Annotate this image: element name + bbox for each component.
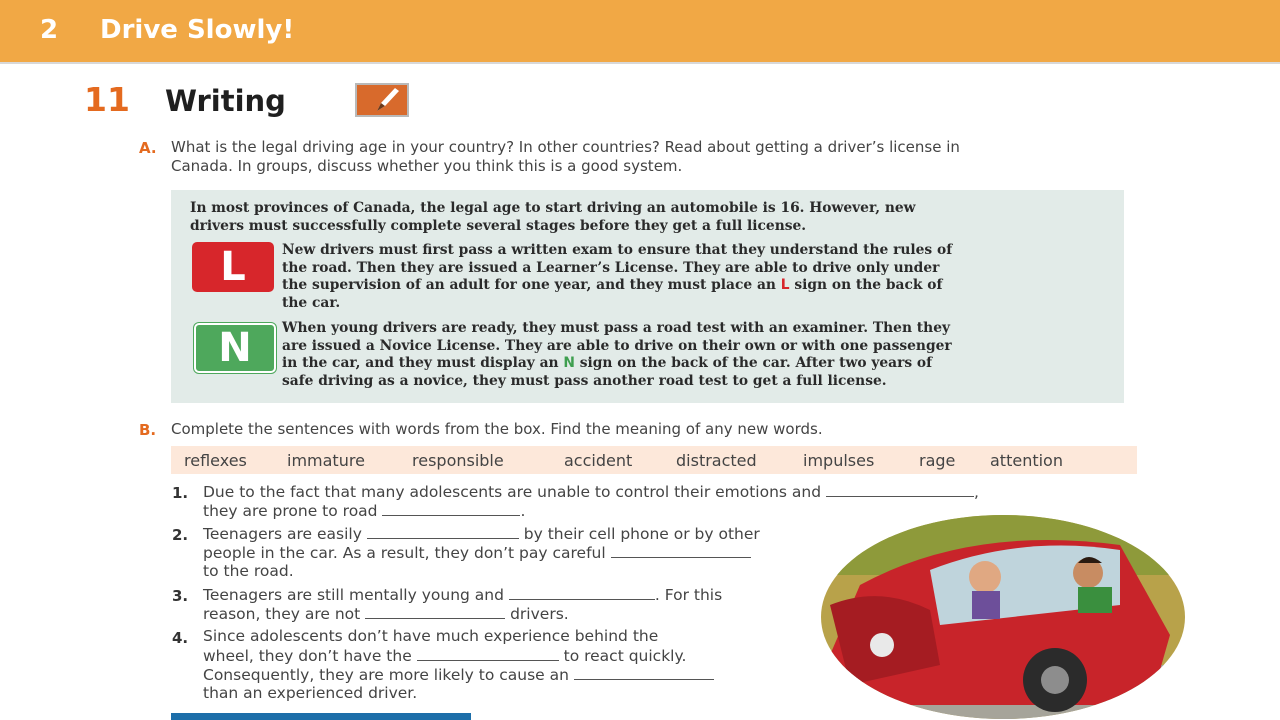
word-item: reflexes <box>184 451 247 470</box>
word-item: rage <box>919 451 956 470</box>
learner-sign-badge: L <box>192 242 274 292</box>
inline-l-letter: L <box>780 277 790 293</box>
novice-line-4: safe driving as a novice, they must pass another road test to get a full license. <box>282 372 887 389</box>
answer-blank[interactable] <box>574 665 714 680</box>
part-a-instruction-line-1: What is the legal driving age in your country? In other countries? Read about getting a driver’s license in <box>171 138 960 156</box>
question-3-text: Teenagers are still mentally young and <box>203 586 504 604</box>
word-item: responsible <box>412 451 504 470</box>
question-1-line-2 <box>203 501 525 522</box>
novice-sign-badge: N <box>194 323 276 373</box>
question-3-number: 3. <box>172 587 189 605</box>
question-4-line-3 <box>203 665 714 686</box>
part-a-instruction-line-2: Canada. In groups, discuss whether you think this is a good system. <box>171 157 683 175</box>
learner-line-1: New drivers must first pass a written exam to ensure that they understand the rules of <box>282 242 953 258</box>
question-4-text-2: wheel, they don’t have the <box>203 647 412 665</box>
word-item: impulses <box>803 451 875 470</box>
unit-header-bar <box>0 0 1280 62</box>
question-2-text-end: by their cell phone or by other <box>523 525 760 543</box>
question-2-number: 2. <box>172 526 189 544</box>
question-2-line-2 <box>203 543 751 564</box>
question-2-text-2: people in the car. As a result, they don’t pay careful <box>203 544 606 562</box>
part-a-label: A. <box>139 139 157 157</box>
question-1-comma: , <box>974 483 979 501</box>
part-b-label: B. <box>139 421 157 439</box>
word-item: immature <box>287 451 365 470</box>
word-item: accident <box>564 451 633 470</box>
question-2-text: Teenagers are easily <box>203 525 362 543</box>
bottom-color-strip <box>171 713 471 720</box>
crashed-car-illustration <box>820 515 1186 720</box>
answer-blank[interactable] <box>509 585 655 600</box>
answer-blank[interactable] <box>367 524 519 539</box>
question-3-text-end: . For this <box>654 586 723 604</box>
question-3-line-1 <box>203 585 722 606</box>
question-4-text-3: Consequently, they are more likely to cause an <box>203 666 569 684</box>
word-box <box>171 446 1137 474</box>
learner-line-2: the road. Then they are issued a Learner’s License. They are able to drive only under <box>282 259 940 276</box>
reading-intro <box>190 200 1110 235</box>
answer-blank[interactable] <box>417 646 559 661</box>
page-edge <box>0 62 1280 64</box>
question-1-text: Due to the fact that many adolescents are unable to control their emotions and <box>203 483 822 501</box>
question-3-line-2 <box>203 604 569 625</box>
novice-line-3 <box>282 355 1112 373</box>
unit-number: 2 <box>40 15 59 45</box>
question-1-text-2: they are prone to road <box>203 502 378 520</box>
question-2-line-1 <box>203 524 760 545</box>
question-4-text-2-end: to react quickly. <box>563 647 687 665</box>
inline-n-letter: N <box>563 355 575 371</box>
question-4-number: 4. <box>172 629 189 647</box>
novice-paragraph <box>282 320 1112 390</box>
reading-intro-line-1: In most provinces of Canada, the legal age to start driving an automobile is 16. However, new <box>190 200 916 216</box>
section-title: Writing <box>165 84 286 118</box>
section-number: 11 <box>84 80 130 119</box>
word-item: distracted <box>676 451 757 470</box>
part-b-instruction: Complete the sentences with words from the box. Find the meaning of any new words. <box>171 420 823 438</box>
question-4-line-2 <box>203 646 686 667</box>
novice-line-1: When young drivers are ready, they must pass a road test with an examiner. Then they <box>282 320 950 336</box>
reading-passage-box <box>171 190 1124 403</box>
unit-title: Drive Slowly! <box>100 15 295 45</box>
pencil-icon <box>355 83 409 117</box>
learner-line-3-end: sign on the back of <box>794 277 943 293</box>
question-4-line-4: than an experienced driver. <box>203 684 418 702</box>
answer-blank[interactable] <box>826 482 974 497</box>
question-1-period: . <box>520 502 526 520</box>
question-3-text-2: reason, they are not <box>203 605 361 623</box>
question-1-number: 1. <box>172 484 189 502</box>
novice-line-3-start: in the car, and they must display an <box>282 355 559 371</box>
learner-paragraph <box>282 242 1112 312</box>
learner-line-3-start: the supervision of an adult for one year, and they must place an <box>282 277 776 293</box>
learner-line-3 <box>282 277 1112 295</box>
reading-intro-line-2: drivers must successfully complete several stages before they get a full license. <box>190 217 807 234</box>
answer-blank[interactable] <box>382 501 520 516</box>
learner-line-4: the car. <box>282 294 341 311</box>
answer-blank[interactable] <box>611 543 751 558</box>
question-3-text-2-end: drivers. <box>510 605 569 623</box>
novice-line-3-end: sign on the back of the car. After two years of <box>579 355 933 371</box>
novice-line-2: are issued a Novice License. They are able to drive on their own or with one passenger <box>282 337 952 354</box>
answer-blank[interactable] <box>365 604 505 619</box>
question-2-line-3: to the road. <box>203 562 294 580</box>
word-item: attention <box>990 451 1063 470</box>
question-4-line-1: Since adolescents don’t have much experience behind the <box>203 627 659 645</box>
question-1-line-1 <box>203 482 979 503</box>
